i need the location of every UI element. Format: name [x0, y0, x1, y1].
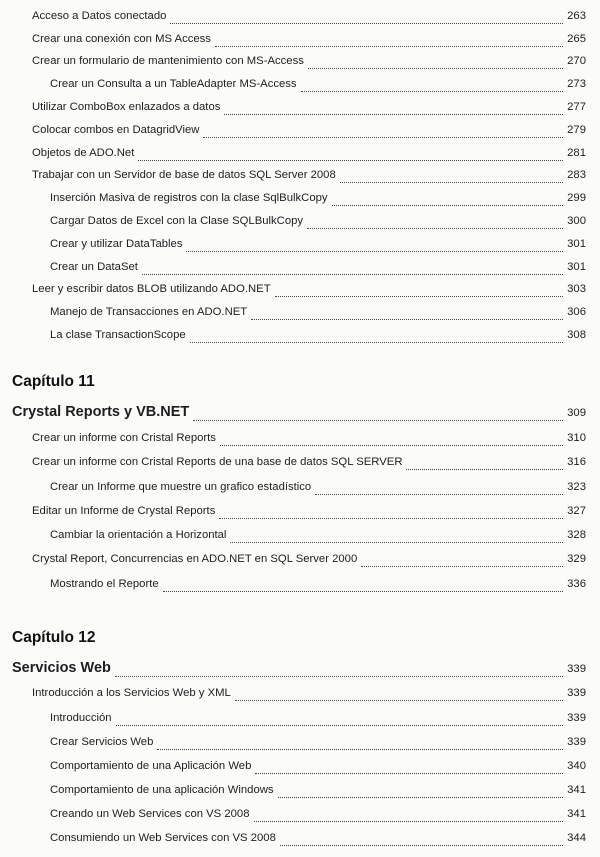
- toc-entry-label: Cambiar la orientación a Horizontal: [50, 529, 227, 541]
- toc-page-number: 310: [567, 432, 586, 444]
- toc-page-number: 339: [567, 663, 586, 675]
- toc-entry[interactable]: [32, 283, 586, 301]
- toc-page-number: 303: [567, 283, 586, 295]
- toc-subentry[interactable]: [50, 481, 586, 499]
- dot-leader: [193, 416, 563, 421]
- toc-page-number: 327: [567, 505, 586, 517]
- toc-page-number: 263: [567, 10, 586, 22]
- toc-entry[interactable]: [32, 169, 586, 187]
- dot-leader: [406, 465, 563, 470]
- toc-entry[interactable]: [32, 33, 586, 51]
- toc-entry-label: Crear un Consulta a un TableAdapter MS-Access: [50, 78, 297, 90]
- dot-leader: [280, 841, 563, 846]
- dot-leader: [278, 793, 564, 798]
- dot-leader: [215, 42, 563, 47]
- toc-page-number: 301: [567, 261, 586, 273]
- dot-leader: [275, 292, 564, 297]
- toc-subentry[interactable]: [50, 306, 586, 324]
- toc-subentry[interactable]: [50, 760, 586, 778]
- toc-entry[interactable]: [32, 687, 586, 705]
- toc-page-number: 341: [567, 808, 586, 820]
- toc-entry-label: Crear un informe con Cristal Reports: [32, 432, 216, 444]
- dot-leader: [116, 721, 564, 726]
- dot-leader: [255, 769, 563, 774]
- toc-entry[interactable]: [32, 101, 586, 119]
- toc-entry[interactable]: [32, 432, 586, 450]
- toc-page-number: 308: [567, 329, 586, 341]
- toc-entry-label: Acceso a Datos conectado: [32, 10, 167, 22]
- dot-leader: [219, 514, 563, 519]
- toc-entry-label: Leer y escribir datos BLOB utilizando ADO.NET: [32, 283, 271, 295]
- toc-entry-label: Crear y utilizar DataTables: [50, 238, 183, 250]
- dot-leader: [142, 270, 563, 275]
- toc-subentry[interactable]: [50, 784, 586, 802]
- toc-entry-label: Cargar Datos de Excel con la Clase SQLBulkCopy: [50, 215, 304, 227]
- toc-entry-label: Comportamiento de una Aplicación Web: [50, 760, 252, 772]
- dot-leader: [190, 338, 563, 343]
- toc-entry-label: Crear un DataSet: [50, 261, 138, 273]
- toc-entry[interactable]: [32, 505, 586, 523]
- toc-section-label: Crystal Reports y VB.NET: [12, 404, 190, 420]
- toc-entry[interactable]: [32, 55, 586, 73]
- toc-entry-label: Introducción a los Servicios Web y XML: [32, 687, 231, 699]
- toc-page-number: 329: [567, 553, 586, 565]
- toc-entry-label: Crear Servicios Web: [50, 736, 154, 748]
- dot-leader: [315, 490, 563, 495]
- toc-entry-label: Consumiendo un Web Services con VS 2008: [50, 832, 276, 844]
- toc-page-number: 265: [567, 33, 586, 45]
- dot-leader: [254, 817, 564, 822]
- toc-page-number: 300: [567, 215, 586, 227]
- toc-page-number: 270: [567, 55, 586, 67]
- dot-leader: [307, 224, 563, 229]
- toc-page-number: 336: [567, 578, 586, 590]
- dot-leader: [235, 696, 563, 701]
- toc-subentry[interactable]: [50, 329, 586, 347]
- dot-leader: [301, 87, 564, 92]
- dot-leader: [203, 133, 563, 138]
- toc-entry-label: Inserción Masiva de registros con la clase SqlBulkCopy: [50, 192, 328, 204]
- toc-page-number: 299: [567, 192, 586, 204]
- toc-page-number: 339: [567, 687, 586, 699]
- toc-entry[interactable]: [32, 456, 586, 474]
- toc-entry-label: Manejo de Transacciones en ADO.NET: [50, 306, 248, 318]
- toc-entry-label: Trabajar con un Servidor de base de datos SQL Server 2008: [32, 169, 336, 181]
- toc-entry-label: Colocar combos en DatagridView: [32, 124, 200, 136]
- toc-entry-label: Introducción: [50, 712, 112, 724]
- toc-page-number: 306: [567, 306, 586, 318]
- toc-entry-label: La clase TransactionScope: [50, 329, 186, 341]
- toc-subentry[interactable]: [50, 78, 586, 96]
- chapter-heading: Capítulo 11: [12, 373, 95, 390]
- toc-page-number: 281: [567, 147, 586, 159]
- dot-leader: [115, 672, 563, 677]
- toc-entry-label: Crear un Informe que muestre un grafico estadístico: [50, 481, 312, 493]
- toc-entry[interactable]: [32, 124, 586, 142]
- toc-entry-label: Comportamiento de una aplicación Windows: [50, 784, 274, 796]
- dot-leader: [224, 110, 563, 115]
- dot-leader: [230, 538, 563, 543]
- toc-subentry[interactable]: [50, 578, 586, 596]
- toc-page-number: 328: [567, 529, 586, 541]
- dot-leader: [308, 64, 563, 69]
- dot-leader: [220, 441, 563, 446]
- toc-subentry[interactable]: [50, 832, 586, 850]
- toc-subentry[interactable]: [50, 261, 586, 279]
- toc-page-number: 340: [567, 760, 586, 772]
- toc-page-number: 341: [567, 784, 586, 796]
- toc-page-number: 279: [567, 124, 586, 136]
- dot-leader: [157, 745, 563, 750]
- dot-leader: [251, 315, 563, 320]
- toc-page-number: 344: [567, 832, 586, 844]
- dot-leader: [170, 19, 563, 24]
- toc-subentry[interactable]: [50, 192, 586, 210]
- toc-entry-label: Creando un Web Services con VS 2008: [50, 808, 250, 820]
- dot-leader: [340, 178, 563, 183]
- dot-leader: [186, 247, 563, 252]
- toc-subentry[interactable]: [50, 529, 586, 547]
- dot-leader: [332, 201, 564, 206]
- toc-entry-label: Crystal Report, Concurrencias en ADO.NET en SQL Server 2000: [32, 553, 358, 565]
- dot-leader: [138, 156, 563, 161]
- toc-section[interactable]: [12, 660, 586, 680]
- dot-leader: [361, 562, 563, 567]
- toc-subentry[interactable]: [50, 238, 586, 256]
- toc-page-number: 273: [567, 78, 586, 90]
- toc-page-number: 301: [567, 238, 586, 250]
- toc-subentry[interactable]: [50, 736, 586, 754]
- toc-page-number: 277: [567, 101, 586, 113]
- toc-subentry[interactable]: [50, 215, 586, 233]
- toc-subentry[interactable]: [50, 808, 586, 826]
- toc-entry[interactable]: [32, 553, 586, 571]
- toc-entry-label: Crear una conexión con MS Access: [32, 33, 211, 45]
- toc-section[interactable]: [12, 404, 586, 424]
- dot-leader: [163, 587, 564, 592]
- toc-subentry[interactable]: [50, 712, 586, 730]
- toc-entry-label: Crear un informe con Cristal Reports de una base de datos SQL SERVER: [32, 456, 403, 468]
- toc-entry[interactable]: [32, 147, 586, 165]
- toc-page-number: 309: [567, 407, 586, 419]
- toc-page-number: 339: [567, 736, 586, 748]
- toc-page-number: 323: [567, 481, 586, 493]
- toc-entry-label: Objetos de ADO.Net: [32, 147, 135, 159]
- toc-entry-label: Mostrando el Reporte: [50, 578, 159, 590]
- toc-entry-label: Utilizar ComboBox enlazados a datos: [32, 101, 221, 113]
- toc-page-number: 316: [567, 456, 586, 468]
- toc-page-number: 339: [567, 712, 586, 724]
- toc-section-label: Servicios Web: [12, 660, 111, 676]
- chapter-heading: Capítulo 12: [12, 629, 96, 646]
- toc-page-number: 283: [567, 169, 586, 181]
- toc-entry-label: Editar un Informe de Crystal Reports: [32, 505, 216, 517]
- toc-entry[interactable]: [32, 10, 586, 28]
- toc-entry-label: Crear un formulario de mantenimiento con MS-Access: [32, 55, 304, 67]
